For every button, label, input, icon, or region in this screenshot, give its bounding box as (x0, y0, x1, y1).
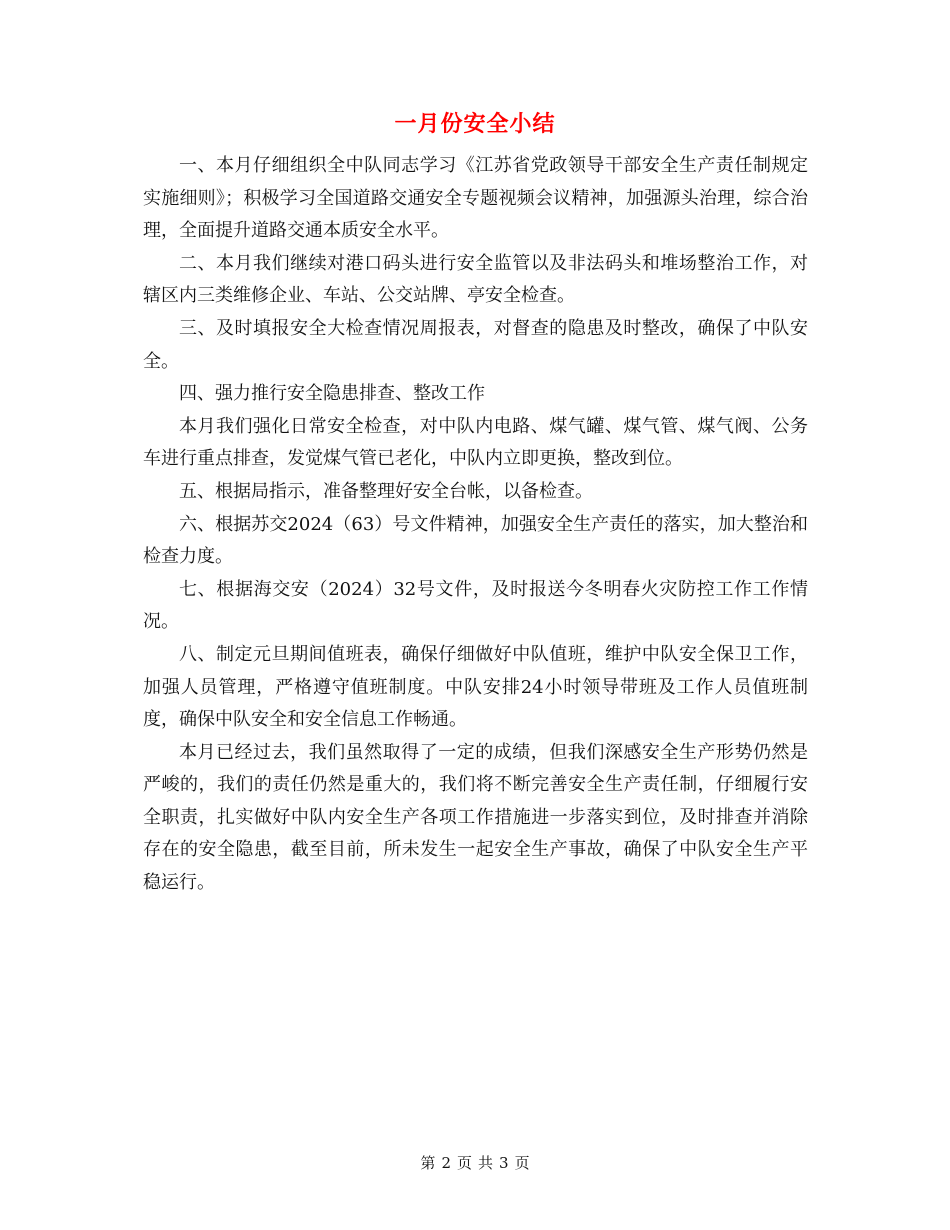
footer-prefix: 第 (420, 1154, 436, 1172)
paragraph-10: 本月已经过去，我们虽然取得了一定的成绩，但我们深感安全生产形势仍然是严峻的，我们的责任仍然是重大的，我们将不断完善安全生产责任制，仔细履行安全职责，扎实做好中队内安全生产各项工作措施进一步落实到位，及时排查并消除存在的安全隐患，截至目前，所未发生一起安全生产事故，确保了中队安全生产平稳运行。 (143, 741, 808, 894)
paragraph-4: 四、强力推行安全隐患排查、整改工作 (179, 383, 485, 405)
footer-page-unit: 页 (456, 1154, 472, 1172)
footer-total-prefix: 共 (478, 1154, 494, 1172)
document-body (143, 150, 808, 900)
footer-page-number: 2 (441, 1154, 451, 1172)
paragraph-7: 六、根据苏交2024（63）号文件精神，加强安全生产责任的落实，加大整治和检查力度。 (143, 513, 808, 568)
paragraph-9: 八、制定元旦期间值班表，确保仔细做好中队值班，维护中队安全保卫工作，加强人员管理，严格遵守值班制度。中队安排24小时领导带班及工作人员值班制度，确保中队安全和安全信息工作畅通。 (143, 643, 808, 731)
paragraph-1: 一、本月仔细组织全中队同志学习《江苏省党政领导干部安全生产责任制规定实施细则》；积极学习全国道路交通安全专题视频会议精神，加强源头治理，综合治理，全面提升道路交通本质安全水平。 (143, 155, 808, 242)
paragraph-5: 本月我们强化日常安全检查，对中队内电路、煤气罐、煤气管、煤气阀、公务车进行重点排查，发觉煤气管已老化，中队内立即更换，整改到位。 (143, 415, 808, 470)
paragraph-8: 七、根据海交安（2024）32号文件，及时报送今冬明春火灾防控工作工作情况。 (143, 578, 808, 633)
footer-total-unit: 页 (514, 1154, 530, 1172)
paragraph-6: 五、根据局指示，准备整理好安全台帐，以备检查。 (179, 480, 593, 502)
paragraph-2: 二、本月我们继续对港口码头进行安全监管以及非法码头和堆场整治工作，对辖区内三类维修企业、车站、公交站牌、亭安全检查。 (143, 252, 808, 307)
paragraph-3: 三、及时填报安全大检查情况周报表，对督查的隐患及时整改，确保了中队安全。 (143, 317, 808, 372)
page-footer (0, 1152, 950, 1174)
footer-total-pages: 3 (499, 1154, 509, 1172)
document-title: 一月份安全小结 (394, 112, 556, 137)
